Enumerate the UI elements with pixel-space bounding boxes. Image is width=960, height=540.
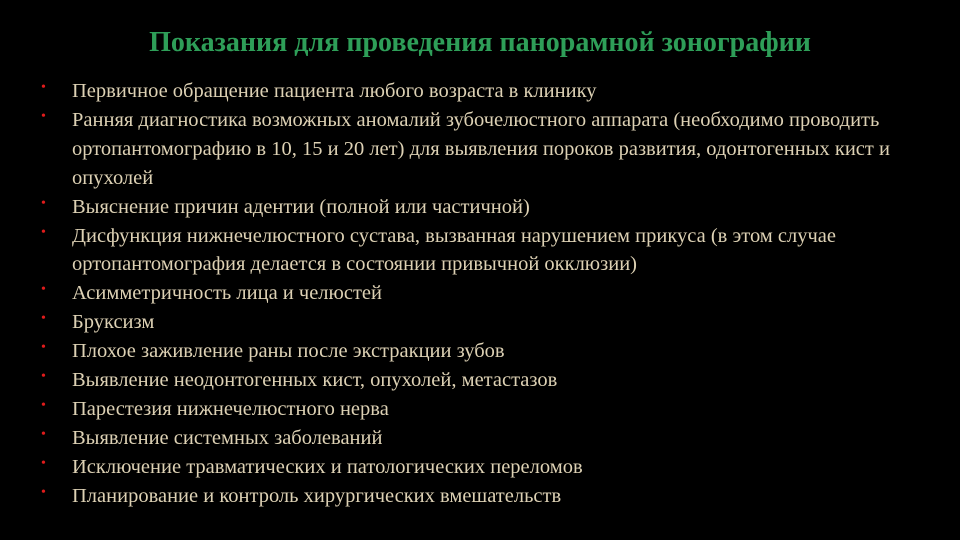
bullet-dot-icon: • bbox=[41, 369, 46, 385]
bullet-dot-icon: • bbox=[41, 311, 46, 327]
bullet-text: Асимметричность лица и челюстей bbox=[72, 282, 382, 305]
bullet-item bbox=[40, 222, 940, 280]
bullet-text: Дисфункция нижнечелюстного сустава, вызванная нарушением прикуса (в этом случае ортопантомография делается в состоянии привычной окклюзии) bbox=[72, 224, 836, 276]
bullet-item bbox=[40, 366, 940, 395]
bullet-item bbox=[40, 453, 940, 482]
bullet-dot-icon: • bbox=[41, 195, 46, 211]
bullet-text: Выявление системных заболеваний bbox=[72, 426, 383, 449]
bullet-text: Ранняя диагностика возможных аномалий зубочелюстного аппарата (необходимо проводить ортопантомографию в 10, 15 и 20 лет) для выявления пороков развития, одонтогенных кист и опухолей bbox=[72, 108, 890, 189]
bullet-dot-icon: • bbox=[41, 340, 46, 356]
slide-title: Показания для проведения панорамной зонографии bbox=[149, 27, 811, 58]
bullet-dot-icon: • bbox=[41, 80, 46, 95]
bullet-item bbox=[40, 77, 940, 106]
bullet-item bbox=[40, 337, 940, 366]
bullet-dot-icon: • bbox=[41, 282, 46, 298]
bullet-text: Выяснение причин адентии (полной или частичной) bbox=[72, 195, 530, 218]
bullet-item bbox=[40, 482, 940, 511]
bullet-text: Выявление неодонтогенных кист, опухолей, метастазов bbox=[72, 369, 558, 392]
bullet-text: Плохое заживление раны после экстракции зубов bbox=[72, 340, 505, 363]
bullet-item bbox=[40, 308, 940, 337]
bullet-text: Планирование и контроль хирургических вмешательств bbox=[72, 484, 562, 507]
bullet-item bbox=[40, 424, 940, 453]
bullet-dot-icon: • bbox=[41, 108, 46, 124]
bullet-text: Бруксизм bbox=[72, 311, 155, 334]
bullet-text: Первичное обращение пациента любого возраста в клинику bbox=[72, 80, 597, 102]
bullet-dot-icon: • bbox=[41, 224, 46, 240]
bullet-text: Парестезия нижнечелюстного нерва bbox=[72, 397, 389, 420]
bullet-dot-icon: • bbox=[41, 397, 46, 413]
bullet-dot-icon: • bbox=[41, 484, 46, 500]
bullet-item bbox=[40, 279, 940, 308]
bullet-text: Исключение травматических и патологических переломов bbox=[72, 455, 583, 478]
bullet-item bbox=[40, 106, 940, 193]
bullet-item bbox=[40, 193, 940, 222]
bullet-dot-icon: • bbox=[41, 455, 46, 471]
bullet-item bbox=[40, 395, 940, 424]
bullet-list bbox=[40, 77, 940, 511]
bullet-dot-icon: • bbox=[41, 426, 46, 442]
